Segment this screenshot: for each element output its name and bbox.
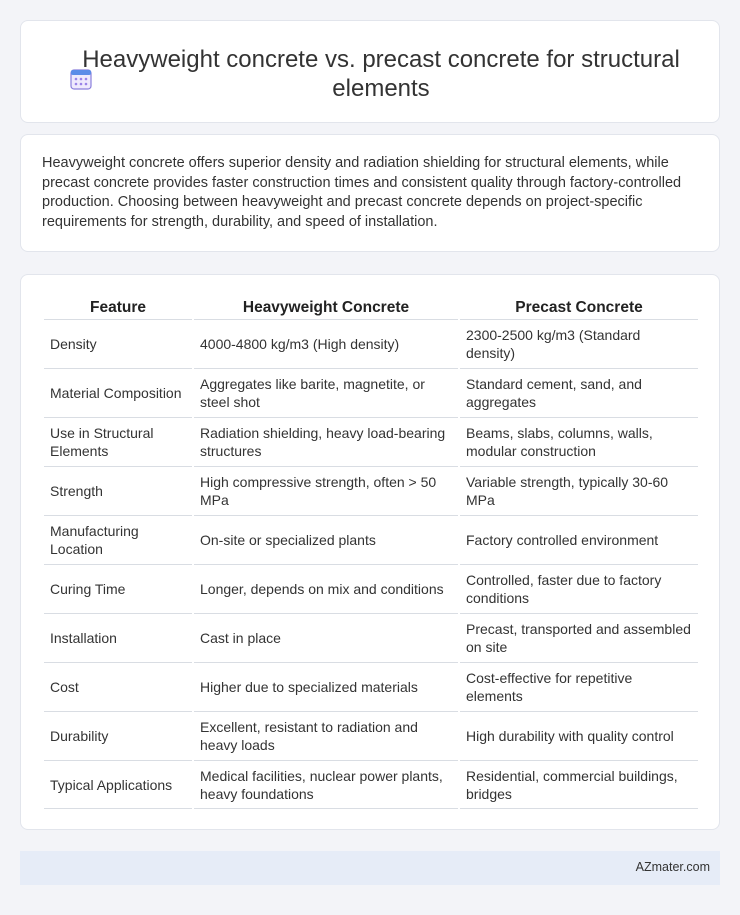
comparison-card bbox=[20, 274, 720, 830]
cell-precast: Variable strength, typically 30-60 MPa bbox=[460, 466, 698, 515]
cell-precast: High durability with quality control bbox=[460, 711, 698, 760]
cell-precast: Controlled, faster due to factory conditions bbox=[460, 564, 698, 613]
cell-feature: Durability bbox=[44, 711, 192, 760]
table-row bbox=[44, 368, 698, 417]
footer-bar bbox=[20, 851, 720, 885]
cell-feature: Strength bbox=[44, 466, 192, 515]
header-heavyweight: Heavyweight Concrete bbox=[242, 299, 410, 316]
table-row bbox=[44, 515, 698, 564]
cell-precast: Cost-effective for repetitive elements bbox=[460, 662, 698, 711]
intro-card bbox=[20, 134, 720, 252]
cell-feature: Use in Structural Elements bbox=[44, 417, 192, 466]
header-precast: Precast Concrete bbox=[515, 299, 643, 316]
cell-heavyweight: Higher due to specialized materials bbox=[194, 662, 458, 711]
cell-heavyweight: High compressive strength, often > 50 MPa bbox=[194, 466, 458, 515]
cell-feature: Curing Time bbox=[44, 564, 192, 613]
cell-precast: Precast, transported and assembled on site bbox=[460, 613, 698, 662]
page-title: Heavyweight concrete vs. precast concrete for structural elements bbox=[82, 46, 680, 102]
cell-feature: Manufacturing Location bbox=[44, 515, 192, 564]
cell-precast: Residential, commercial buildings, bridges bbox=[460, 760, 698, 809]
comparison-table bbox=[42, 295, 700, 809]
cell-feature: Installation bbox=[44, 613, 192, 662]
cell-heavyweight: Medical facilities, nuclear power plants, heavy foundations bbox=[194, 760, 458, 809]
cell-heavyweight: Excellent, resistant to radiation and heavy loads bbox=[194, 711, 458, 760]
header-feature: Feature bbox=[90, 299, 146, 316]
cell-heavyweight: Radiation shielding, heavy load-bearing structures bbox=[194, 417, 458, 466]
cell-precast: Factory controlled environment bbox=[460, 515, 698, 564]
table-row bbox=[44, 417, 698, 466]
title-card bbox=[20, 20, 720, 123]
cell-heavyweight: 4000-4800 kg/m3 (High density) bbox=[194, 319, 458, 368]
cell-heavyweight: Cast in place bbox=[194, 613, 458, 662]
table-row bbox=[44, 711, 698, 760]
table-header-row bbox=[44, 295, 698, 319]
cell-feature: Cost bbox=[44, 662, 192, 711]
table-row bbox=[44, 466, 698, 515]
table-row bbox=[44, 564, 698, 613]
footer-brand[interactable]: AZmater.com bbox=[635, 860, 710, 874]
table-row bbox=[44, 613, 698, 662]
cell-feature: Density bbox=[44, 319, 192, 368]
cell-heavyweight: Longer, depends on mix and conditions bbox=[194, 564, 458, 613]
table-row bbox=[44, 662, 698, 711]
intro-paragraph: Heavyweight concrete offers superior density and radiation shielding for structural elements, while precast concrete provides faster construction times and consistent quality through factory-controlled production. Choosing between heavyweight and precast concrete depends on project-specific requirements for strength, durability, and speed of installation. bbox=[42, 155, 682, 230]
cell-feature: Typical Applications bbox=[44, 760, 192, 809]
cell-heavyweight: On-site or specialized plants bbox=[194, 515, 458, 564]
cell-precast: 2300-2500 kg/m3 (Standard density) bbox=[460, 319, 698, 368]
table-row bbox=[44, 319, 698, 368]
cell-heavyweight: Aggregates like barite, magnetite, or steel shot bbox=[194, 368, 458, 417]
cell-precast: Standard cement, sand, and aggregates bbox=[460, 368, 698, 417]
cell-feature: Material Composition bbox=[44, 368, 192, 417]
cell-precast: Beams, slabs, columns, walls, modular construction bbox=[460, 417, 698, 466]
table-row bbox=[44, 760, 698, 809]
